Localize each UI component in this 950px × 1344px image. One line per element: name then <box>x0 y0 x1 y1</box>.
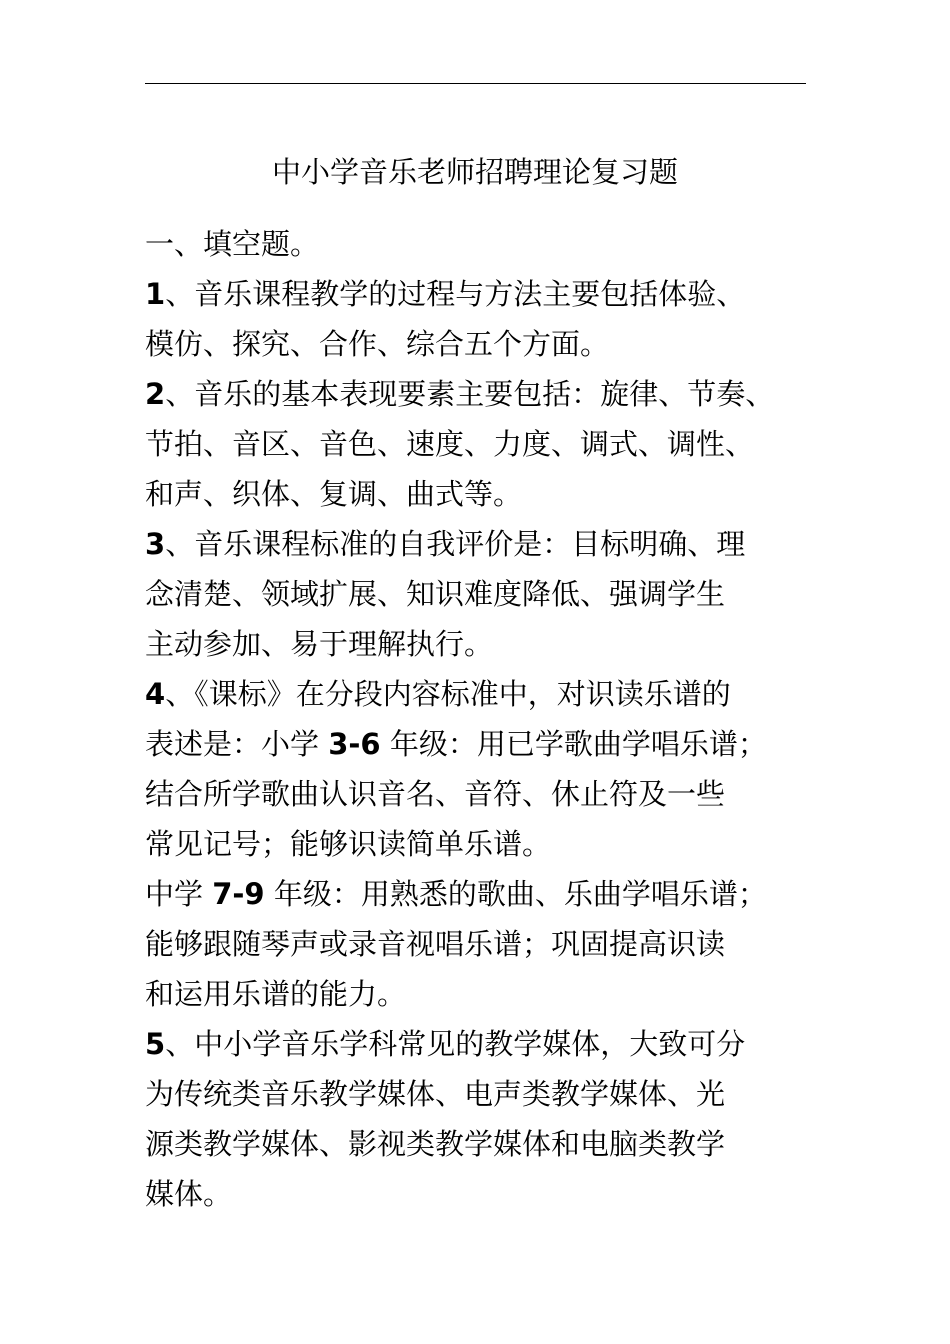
line-text: 年级：用已学歌曲学唱乐谱； <box>380 727 767 761</box>
line-text: 年级：用熟悉的歌曲、乐曲学唱乐谱； <box>264 877 767 911</box>
line-text: 节拍、音区、音色、速度、力度、调式、调性、 <box>145 427 755 461</box>
question-line <box>145 572 725 616</box>
section-heading: 一、填空题。 <box>145 227 320 261</box>
line-text: 主动参加、易于理解执行。 <box>145 627 494 661</box>
line-text: 、《课标》在分段内容标准中，对识读乐谱的 <box>165 677 731 711</box>
line-text: 能够跟随琴声或录音视唱乐谱；巩固提高识读 <box>145 927 726 961</box>
question-line <box>145 922 725 966</box>
question-line <box>145 672 731 716</box>
line-text: 模仿、探究、合作、综合五个方面。 <box>145 327 610 361</box>
line-text: 、音乐课程标准的自我评价是：目标明确、理 <box>165 527 746 561</box>
line-text: 、中小学音乐学科常见的教学媒体，大致可分 <box>165 1027 746 1061</box>
question-line <box>145 1122 725 1166</box>
line-text: 和声、织体、复调、曲式等。 <box>145 477 523 511</box>
line-text: 媒体。 <box>145 1177 233 1211</box>
question-number: 2 <box>145 377 166 411</box>
question-number: 1 <box>145 277 166 311</box>
question-line <box>145 322 609 366</box>
question-line <box>145 272 745 316</box>
question-line <box>145 772 725 816</box>
question-line <box>145 822 551 866</box>
question-line <box>145 622 493 666</box>
question-number: 4 <box>145 677 166 711</box>
line-prefix: 中学 <box>145 877 213 911</box>
line-text: 和运用乐谱的能力。 <box>145 977 407 1011</box>
question-line <box>145 722 767 766</box>
question-line <box>145 1022 745 1066</box>
question-number: 5 <box>145 1027 166 1061</box>
question-line <box>145 522 745 566</box>
question-line <box>145 422 754 466</box>
question-line <box>145 1172 232 1216</box>
line-text: 、音乐课程教学的过程与方法主要包括体验、 <box>165 277 746 311</box>
question-number: 3 <box>145 527 166 561</box>
question-line <box>145 472 522 516</box>
grade-range: 3-6 <box>328 727 381 761</box>
page-title: 中小学音乐老师招聘理论复习题 <box>271 155 678 189</box>
header-rule <box>145 83 806 84</box>
question-line <box>145 1072 725 1116</box>
question-line <box>145 372 774 416</box>
line-text: 、音乐的基本表现要素主要包括：旋律、节奏、 <box>165 377 775 411</box>
question-line <box>145 972 406 1016</box>
line-text: 结合所学歌曲认识音名、音符、休止符及一些 <box>145 777 726 811</box>
line-text: 念清楚、领域扩展、知识难度降低、强调学生 <box>145 577 726 611</box>
line-text: 源类教学媒体、影视类教学媒体和电脑类教学 <box>145 1127 726 1161</box>
question-line <box>145 872 767 916</box>
grade-range: 7-9 <box>212 877 265 911</box>
line-prefix: 表述是：小学 <box>145 727 329 761</box>
line-text: 常见记号；能够识读简单乐谱。 <box>145 827 552 861</box>
line-text: 为传统类音乐教学媒体、电声类教学媒体、光 <box>145 1077 726 1111</box>
